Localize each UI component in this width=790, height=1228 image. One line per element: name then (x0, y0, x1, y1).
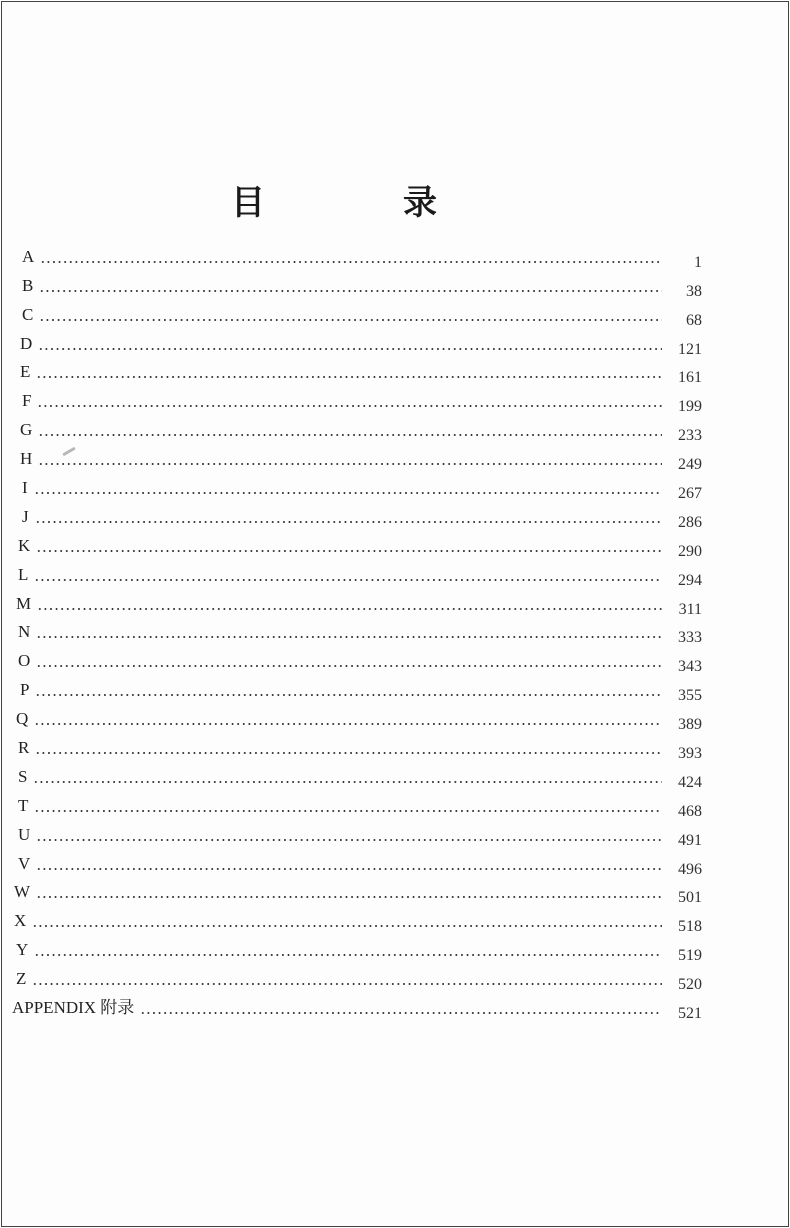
toc-entry-label: Q (16, 709, 29, 729)
toc-entry[interactable] (2, 354, 702, 387)
toc-entry[interactable] (2, 411, 702, 445)
page-title: 目 录 (231, 182, 489, 223)
toc-entry-page-number: 1 (694, 253, 702, 271)
toc-entry-page-number: 518 (678, 918, 702, 936)
toc-entry[interactable] (2, 585, 702, 618)
table-of-contents (2, 238, 702, 1023)
dot-leader (34, 954, 662, 956)
toc-entry-label: P (20, 680, 30, 700)
toc-entry-label: S (18, 766, 28, 786)
toc-entry-page-number: 343 (678, 658, 702, 676)
toc-entry-page-number: 333 (678, 629, 702, 647)
dot-leader (38, 463, 662, 465)
dot-leader (39, 319, 662, 321)
dot-leader (140, 1012, 662, 1014)
toc-entry[interactable] (2, 845, 702, 878)
toc-entry[interactable] (2, 642, 702, 676)
dot-leader (36, 665, 662, 667)
toc-entry-label: O (18, 651, 31, 671)
dot-leader (40, 261, 662, 263)
dot-leader (37, 405, 662, 407)
toc-entry-label: U (18, 824, 31, 844)
toc-entry-label: J (22, 506, 29, 526)
toc-entry-label: A (22, 246, 35, 266)
toc-entry-label: M (16, 593, 32, 613)
toc-entry-label: I (22, 478, 28, 498)
dot-leader (34, 723, 662, 725)
dot-leader (35, 752, 662, 754)
dot-leader (36, 376, 662, 378)
dot-leader (38, 434, 662, 436)
toc-entry-label: R (18, 738, 30, 758)
toc-entry-page-number: 286 (678, 513, 702, 531)
toc-entry-label: Z (16, 969, 27, 989)
dot-leader (34, 492, 662, 494)
toc-entry-label: X (14, 911, 27, 931)
toc-entry[interactable] (2, 758, 702, 791)
toc-entry[interactable] (2, 960, 702, 994)
toc-entry-label: T (18, 795, 29, 815)
toc-entry[interactable] (2, 614, 702, 647)
dot-leader (33, 781, 662, 783)
toc-entry[interactable] (2, 556, 702, 589)
toc-entry-page-number: 496 (678, 860, 702, 878)
toc-entry-label: E (20, 362, 31, 382)
dot-leader (34, 579, 662, 581)
dot-leader (32, 983, 662, 985)
toc-entry[interactable] (2, 874, 702, 907)
dot-leader (36, 896, 662, 898)
toc-entry-page-number: 68 (686, 311, 702, 329)
toc-entry-page-number: 294 (678, 571, 702, 589)
toc-entry-label: K (18, 535, 31, 555)
dot-leader (35, 521, 662, 523)
toc-entry[interactable] (2, 469, 702, 503)
toc-entry-page-number: 389 (678, 716, 702, 734)
toc-entry-label: V (18, 853, 31, 873)
toc-entry-page-number: 468 (678, 802, 702, 820)
toc-entry-label: G (20, 420, 33, 440)
toc-entry[interactable] (2, 671, 702, 705)
dot-leader (37, 608, 662, 610)
toc-entry-page-number: 491 (678, 831, 702, 849)
dot-leader (36, 636, 662, 638)
toc-entry-label: W (14, 882, 31, 902)
toc-entry-page-number: 121 (678, 340, 702, 358)
toc-entry-page-number: 519 (678, 947, 702, 965)
toc-entry-page-number: 161 (678, 369, 702, 387)
toc-entry-page-number: 38 (686, 282, 702, 300)
toc-entry-label: B (22, 275, 34, 295)
toc-entry-page-number: 199 (678, 398, 702, 416)
toc-entry-page-number: 521 (678, 1005, 702, 1023)
toc-entry-label: F (22, 391, 32, 411)
dot-leader (39, 290, 662, 292)
toc-entry-page-number: 520 (678, 976, 702, 994)
dot-leader (36, 550, 662, 552)
dot-leader (32, 925, 662, 927)
toc-entry[interactable] (2, 267, 702, 300)
toc-entry[interactable] (2, 382, 702, 416)
toc-entry[interactable] (2, 902, 702, 936)
document-page (1, 1, 789, 1227)
toc-entry-label: N (18, 622, 31, 642)
toc-entry-label: Y (16, 940, 29, 960)
dot-leader (36, 868, 662, 870)
toc-entry[interactable] (2, 296, 702, 329)
toc-entry[interactable] (2, 700, 702, 734)
dot-leader (35, 694, 662, 696)
toc-entry[interactable] (2, 989, 702, 1023)
dot-leader (38, 348, 662, 350)
toc-entry[interactable] (2, 325, 702, 358)
toc-entry[interactable] (2, 527, 702, 560)
toc-entry-label: APPENDIX 附录 (12, 998, 135, 1018)
toc-entry-page-number: 311 (678, 600, 702, 618)
toc-entry-label: L (18, 564, 29, 584)
toc-entry-label: H (20, 449, 33, 469)
toc-entry-page-number: 233 (678, 427, 702, 445)
toc-entry-page-number: 393 (678, 745, 702, 763)
toc-entry-page-number: 501 (678, 889, 702, 907)
toc-entry-label: C (22, 304, 34, 324)
toc-entry-label: D (20, 333, 33, 353)
toc-entry-page-number: 249 (678, 456, 702, 474)
dot-leader (34, 810, 662, 812)
toc-entry[interactable] (2, 787, 702, 820)
dot-leader (36, 839, 662, 841)
toc-entry[interactable] (2, 729, 702, 763)
toc-entry-page-number: 355 (678, 687, 702, 705)
toc-entry-page-number: 267 (678, 485, 702, 503)
toc-entry[interactable] (2, 816, 702, 849)
toc-entry-page-number: 424 (678, 773, 702, 791)
toc-entry-page-number: 290 (678, 542, 702, 560)
toc-entry[interactable] (2, 931, 702, 965)
toc-entry[interactable] (2, 440, 702, 474)
toc-entry[interactable] (2, 498, 702, 531)
toc-entry[interactable] (2, 238, 702, 271)
